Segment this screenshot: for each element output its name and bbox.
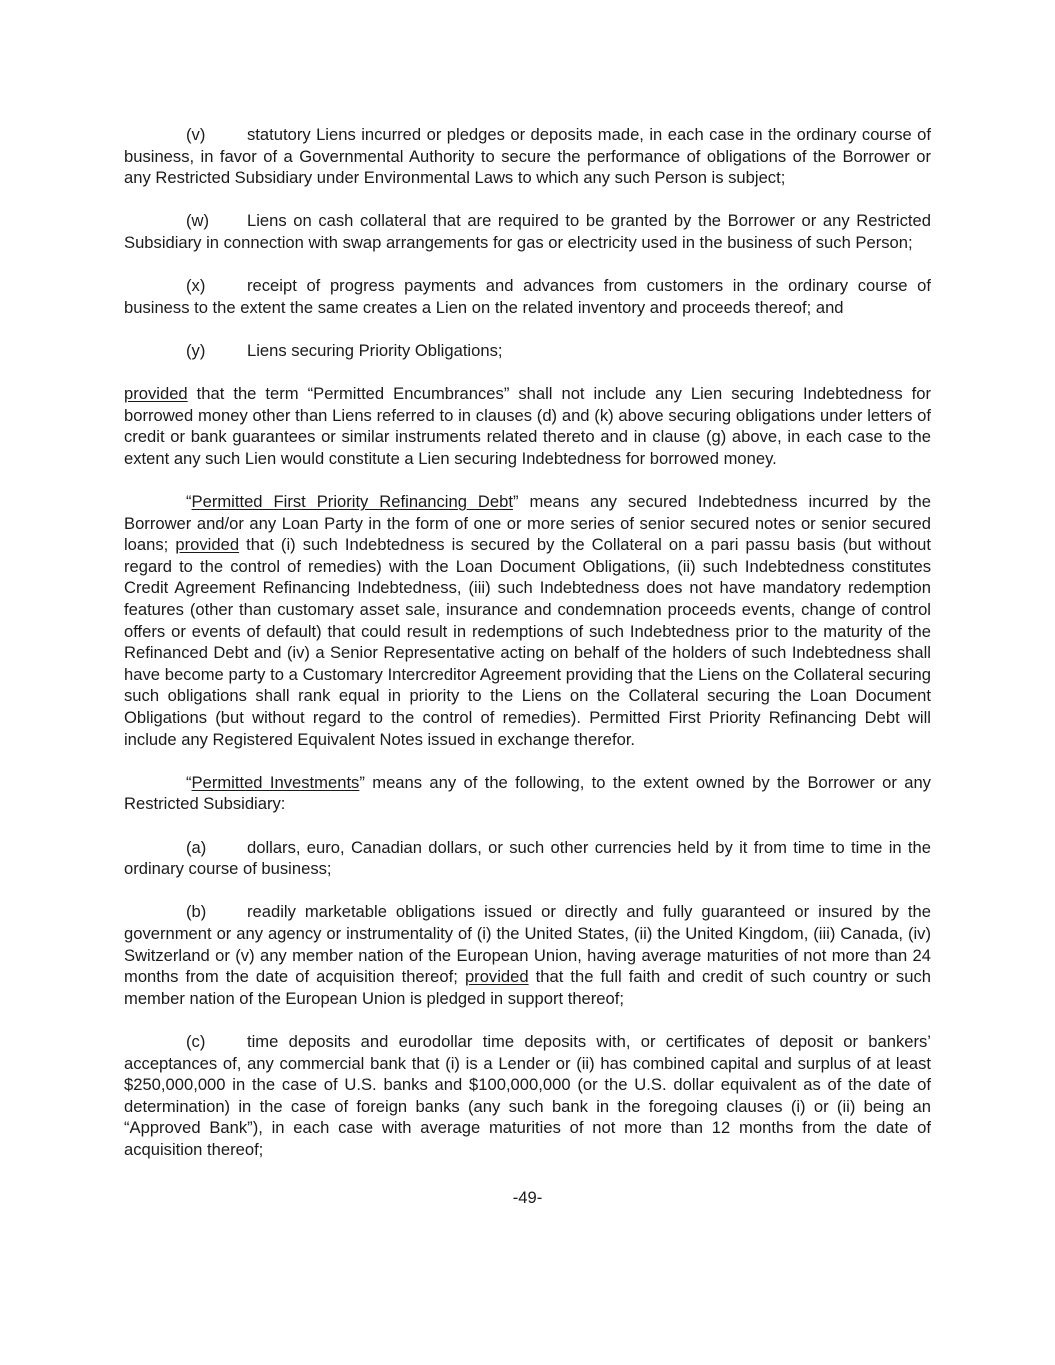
definition-permitted-investments (124, 772, 931, 815)
clause-c (124, 1031, 931, 1161)
clause-v (124, 124, 931, 189)
definition-text: that (i) such Indebtedness is secured by the Collateral on a pari passu basis (but without regard to the control of remedies) with the Loan Document Obligations, (ii) such Indebtedness constitutes Credit Agreement Refinancing Indebtedness, (iii) such Indebtedness does not have mandatory redemption features (other than customary asset sale, insurance and condemnation proceeds events, change of control offers or events of default) that could result in redemptions of such Indebtedness prior to the maturity of the Refinanced Debt and (iv) a Senior Representative acting on behalf of the holders of such Indebtedness shall have become party to a Customary Intercreditor Agreement providing that the Liens on the Collateral securing such obligations shall rank equal in priority to the Liens on the Collateral securing the Loan Document Obligations (but without regard to the control of remedies). Permitted First Priority Refinancing Debt will include any Registered Equivalent Notes issued in exchange therefor. (124, 535, 932, 749)
clause-label: (c) (186, 1031, 206, 1051)
clause-label: (v) (186, 125, 206, 144)
clause-text: time deposits and eurodollar time deposits with, or certificates of deposit or bankers’ acceptances of, any commercial bank that (i) is a Lender or (ii) has combined capital and surplus of at least $250,000,000 in the case of U.S. banks and $100,000,000 (or the U.S. dollar equivalent as of the date of determination) in the case of foreign banks (any such bank in the foregoing clauses (i) or (ii) being an “Approved Bank”), in each case with average maturities of not more than 12 months from the date of acquisition thereof; (124, 1031, 931, 1159)
definition-permitted-first-priority-refinancing-debt (124, 491, 931, 750)
provided-term: provided (175, 535, 240, 555)
clause-text: that the full faith and credit of such country or such member nation of the European Union is pledged in support thereof; (124, 967, 931, 1008)
clause-label: (a) (186, 837, 207, 857)
clause-label: (x) (186, 276, 206, 296)
definition-text: ” means any secured Indebtedness incurred by the Borrower and/or any Loan Party in the form of one or more series of senior secured notes or senior secured loans; (124, 492, 932, 555)
clause-x (124, 275, 931, 318)
clause-y (124, 340, 931, 362)
clause-text: dollars, euro, Canadian dollars, or such other currencies held by it from time to time in the ordinary course of business; (124, 837, 931, 879)
provided-term: provided (464, 967, 529, 987)
clause-text: Liens on cash collateral that are required to be granted by the Borrower or any Restricted Subsidiary in connection with swap arrangements for gas or electricity used in the business of such Person; (124, 211, 931, 252)
proviso-paragraph (124, 383, 931, 469)
clause-b (124, 901, 931, 1009)
clause-text: Liens securing Priority Obligations; (247, 340, 503, 360)
clause-label: (w) (186, 211, 210, 231)
page-body (124, 124, 931, 1161)
clause-text: receipt of progress payments and advances from customers in the ordinary course of business to the extent the same creates a Lien on the related inventory and proceeds thereof; and (124, 276, 931, 317)
page-number: -49- (512, 1188, 543, 1207)
proviso-text: that the term “Permitted Encumbrances” shall not include any Lien securing Indebtedness for borrowed money other than Liens referred to in clauses (d) and (k) above securing obligations under letters of credit or bank guarantees or similar instruments related thereto and in clause (g) above, in each case to the extent any such Lien would constitute a Lien securing Indebtedness for borrowed money. (124, 384, 931, 468)
defined-term: Permitted Investments (191, 772, 360, 792)
provided-term: provided (124, 384, 188, 404)
clause-label: (b) (186, 902, 207, 922)
clause-a (124, 837, 931, 880)
clause-text: readily marketable obligations issued or directly and fully guaranteed or insured by the government or any agency or instrumentality of (i) the United States, (ii) the United Kingdom, (iii) Canada, (iv) Switzerland or (v) any member nation of the European Union, having average maturities of not more than 24 months from the date of acquisition thereof; (124, 902, 931, 987)
clause-w (124, 210, 931, 253)
open-quote: “ (186, 492, 192, 512)
clause-text: statutory Liens incurred or pledges or deposits made, in each case in the ordinary course of business, in favor of a Governmental Authority to secure the performance of obligations of the Borrower or any Restricted Subsidiary under Environmental Laws to which any such Person is subject; (124, 125, 931, 188)
defined-term: Permitted First Priority Refinancing Debt (191, 492, 513, 512)
clause-label: (y) (186, 340, 206, 360)
open-quote: “ (186, 772, 192, 792)
definition-text: ” means any of the following, to the extent owned by the Borrower or any Restricted Subsidiary: (124, 772, 931, 814)
